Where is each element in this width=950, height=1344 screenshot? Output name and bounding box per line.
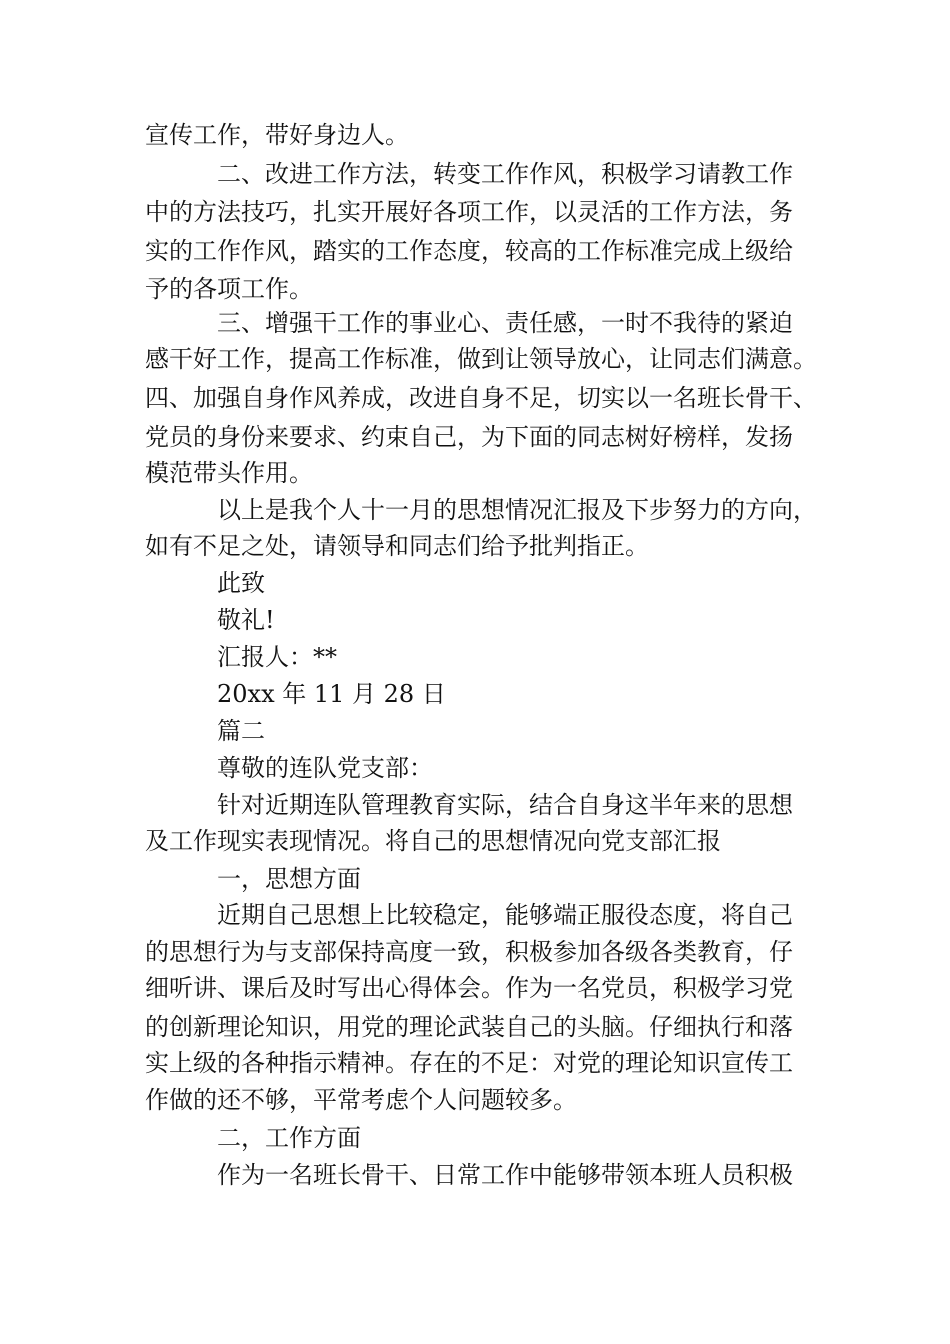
text-line: 篇二 bbox=[217, 717, 265, 745]
text-line: 及工作现实表现情况。将自己的思想情况向党支部汇报 bbox=[145, 827, 721, 855]
text-line: 二、改进工作方法，转变工作作风，积极学习请教工作 bbox=[217, 160, 793, 188]
text-line: 一，思想方面 bbox=[217, 865, 361, 893]
text-line: 作为一名班长骨干、日常工作中能够带领本班人员积极 bbox=[217, 1161, 793, 1189]
text-line: 宣传工作，带好身边人。 bbox=[145, 121, 409, 149]
text-line: 的创新理论知识，用党的理论武装自己的头脑。仔细执行和落 bbox=[145, 1013, 793, 1041]
text-line: 细听讲、课后及时写出心得体会。作为一名党员，积极学习党 bbox=[145, 974, 793, 1002]
text-line: 实上级的各种指示精神。存在的不足：对党的理论知识宣传工 bbox=[145, 1049, 793, 1077]
text-line: 三、增强干工作的事业心、责任感，一时不我待的紧迫 bbox=[217, 309, 793, 337]
text-line: 汇报人：** bbox=[217, 643, 337, 671]
text-line: 模范带头作用。 bbox=[145, 459, 313, 487]
text-line: 二，工作方面 bbox=[217, 1124, 361, 1152]
text-line: 实的工作作风，踏实的工作态度，较高的工作标准完成上级给 bbox=[145, 237, 793, 265]
text-line: 中的方法技巧，扎实开展好各项工作，以灵活的工作方法，务 bbox=[145, 198, 793, 226]
text-line: 予的各项工作。 bbox=[145, 275, 313, 303]
text-line: 尊敬的连队党支部： bbox=[217, 754, 433, 782]
text-line: 针对近期连队管理教育实际，结合自身这半年来的思想 bbox=[217, 791, 793, 819]
text-line: 的思想行为与支部保持高度一致，积极参加各级各类教育，仔 bbox=[145, 938, 793, 966]
text-line: 此致 bbox=[217, 569, 265, 597]
text-line: 如有不足之处，请领导和同志们给予批判指正。 bbox=[145, 532, 649, 560]
text-line: 四、加强自身作风养成，改进自身不足，切实以一名班长骨干、 bbox=[145, 384, 817, 412]
text-line: 近期自己思想上比较稳定，能够端正服役态度，将自己 bbox=[217, 901, 793, 929]
text-line: 敬礼! bbox=[217, 606, 275, 634]
text-line: 党员的身份来要求、约束自己，为下面的同志树好榜样，发扬 bbox=[145, 423, 793, 451]
text-line: 20xx 年 11 月 28 日 bbox=[217, 680, 446, 708]
text-line: 感干好工作，提高工作标准，做到让领导放心，让同志们满意。 bbox=[145, 345, 817, 373]
text-line: 以上是我个人十一月的思想情况汇报及下步努力的方向， bbox=[217, 496, 817, 524]
text-line: 作做的还不够，平常考虑个人问题较多。 bbox=[145, 1086, 577, 1114]
